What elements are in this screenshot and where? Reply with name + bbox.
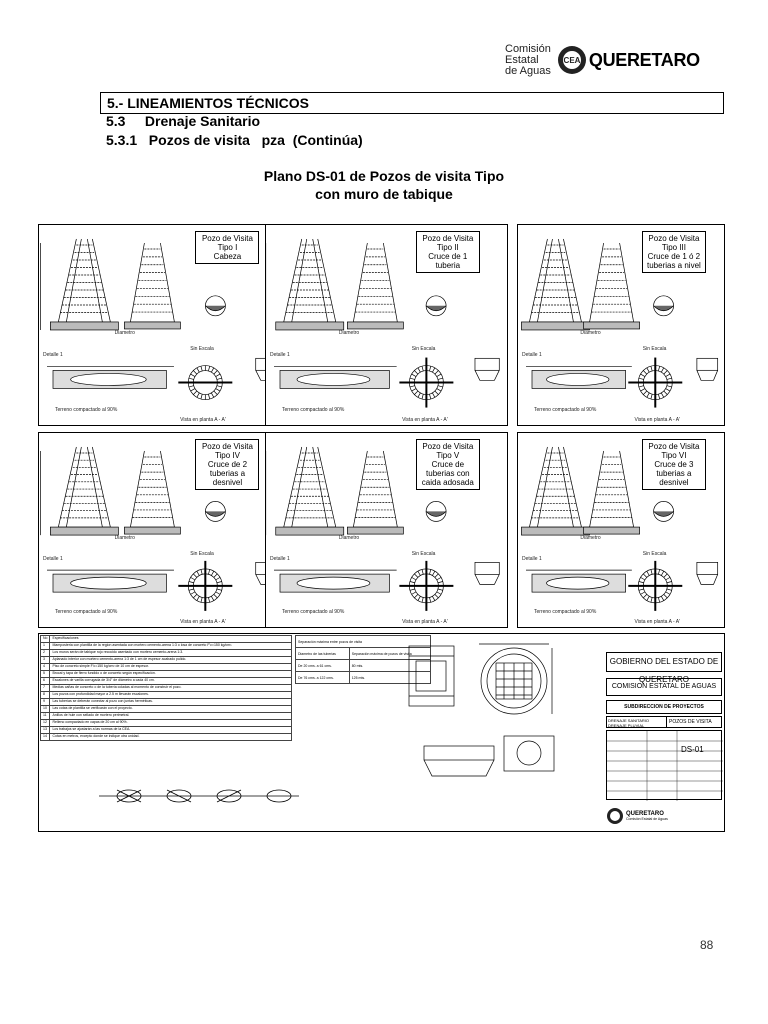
spec-row-number: 5 <box>41 671 50 678</box>
well-panel <box>265 224 508 426</box>
drawing-label: Diametro <box>338 534 360 541</box>
drawing-label: Vista en planta A - A' <box>402 416 448 423</box>
separation-title: Separación máxima entre pozos de visita <box>296 636 431 648</box>
spec-row-text: Los pozos con profundidad mayor a 2.5 m llevarán escalones. <box>50 692 292 699</box>
well-type-title-line: Cruce de 1 ó 2 <box>647 252 701 261</box>
spec-row <box>41 671 292 678</box>
drawing-label: Vista en planta A - A' <box>634 619 681 626</box>
logo-city: QUERETARO <box>588 49 700 70</box>
well-type-title-line: Pozo de Visita <box>201 234 253 243</box>
spec-row-text: Las tuberías se deberán conectar al pozo con juntas herméticas. <box>50 699 292 706</box>
section-title-box <box>100 92 724 114</box>
separation-col1: Diametro de las tuberias <box>296 648 350 660</box>
well-type-title-line: Pozo de Visita <box>648 234 700 243</box>
spec-row <box>41 643 292 650</box>
drawing-label: Detalle 1 <box>270 352 290 359</box>
spec-row <box>41 727 292 734</box>
drawing-label: Diametro <box>580 330 601 337</box>
logo-org-line: de Aguas <box>505 64 551 77</box>
title-system: DRENAJE SANITARIO DRENAJE PLUVIAL <box>607 717 667 727</box>
separation-cell: De 76 cms. a 122 cms. <box>296 672 350 684</box>
spec-row-number: 7 <box>41 685 50 692</box>
well-type-title-line: Cruce de 3 <box>654 460 694 469</box>
well-type-title-line: tuberia <box>435 261 461 270</box>
spec-row-text: Aplanado interior con mortero cemento-arena 1:3 de 1 cm de espesor acabado pulido. <box>50 657 292 664</box>
spec-row <box>41 685 292 692</box>
spec-row-text: Las cotas de plantilla se verificarán con el proyecto. <box>50 706 292 713</box>
spec-row-text: Piso de concreto simple F'c=150 kg/cm² de 10 cm de espesor. <box>50 664 292 671</box>
spec-row <box>41 650 292 657</box>
drawing-label: Sin Escala <box>190 346 214 353</box>
well-type-title-line: caida adosada <box>421 478 474 487</box>
spec-row-text: Cotas en metros, excepto donde se indique otra unidad. <box>50 734 292 741</box>
drawing-label: Detalle 1 <box>522 556 542 563</box>
spec-row <box>41 678 292 685</box>
well-type-title-line: Pozo de Visita <box>648 442 700 451</box>
drawing-label: Detalle 1 <box>43 556 63 563</box>
title-system-row <box>606 716 722 728</box>
spec-row-number: 2 <box>41 650 50 657</box>
spec-row <box>41 720 292 727</box>
separation-cell: 80 mts. <box>349 660 430 672</box>
well-type-title <box>642 439 706 490</box>
drawing-label: Sin Escala <box>190 550 214 557</box>
drawing-label: Vista en planta A - A' <box>180 416 226 423</box>
subsection-pozos: 5.3.1 Pozos de visita pza (Continúa) <box>106 132 363 148</box>
title-logo-city: QUERETARO <box>626 811 664 817</box>
well-panel <box>265 432 508 628</box>
well-type-title-line: Pozo de Visita <box>422 234 474 243</box>
section-title: 5.- LINEAMIENTOS TÉCNICOS <box>107 95 309 111</box>
cea-logo <box>505 40 725 80</box>
well-panel <box>38 224 290 426</box>
spec-row-number: 3 <box>41 657 50 664</box>
spec-row-text: Anillos de hule con sellado de mortero perimetral. <box>50 713 292 720</box>
drawing-label: Vista en planta A - A' <box>634 416 681 423</box>
well-type-title-line: Tipo V <box>436 451 460 460</box>
well-type-title-line: Tipo I <box>217 243 238 252</box>
drawing-label: Diametro <box>338 330 360 337</box>
well-type-title <box>195 439 259 490</box>
title-code: DS-01 <box>681 745 704 754</box>
spec-row <box>41 713 292 720</box>
separation-cell: De 20 cms. a 61 cms. <box>296 660 350 672</box>
well-type-title-line: Pozo de Visita <box>422 442 474 451</box>
well-panel <box>38 432 290 628</box>
title-subdir: SUBDIRECCION DE PROYECTOS <box>606 700 722 714</box>
drawing-label: Sin Escala <box>411 346 436 353</box>
well-panel <box>517 224 725 426</box>
spec-row-text: Medias cañas de concreto o de la tubería coladas al momento de construir el pozo. <box>50 685 292 692</box>
spec-row-text: Relleno compactado en capas de 20 cm al 90%. <box>50 720 292 727</box>
cea-emblem-icon <box>557 45 587 75</box>
spec-row <box>41 706 292 713</box>
spec-row <box>41 657 292 664</box>
well-type-title-line: desnivel <box>212 478 243 487</box>
drawing-label: Sin Escala <box>642 550 667 557</box>
drawing-label: Sin Escala <box>642 346 667 353</box>
spec-row-number: 4 <box>41 664 50 671</box>
well-type-title-line: Tipo IV <box>214 451 240 460</box>
drawing-label: Detalle 1 <box>43 352 63 359</box>
well-type-title <box>416 231 480 273</box>
spec-row <box>41 699 292 706</box>
spec-row-text: Brocal y tapa de fierro fundido o de concreto según especificación. <box>50 671 292 678</box>
well-type-title-line: Pozo de Visita <box>201 442 253 451</box>
drawing-label: Terreno compactado al 90% <box>55 406 118 413</box>
well-type-title-line: Tipo II <box>436 243 459 252</box>
drawing-label: Terreno compactado al 90% <box>534 406 597 413</box>
logo-org-text <box>505 44 551 77</box>
spec-row-number: 11 <box>41 713 50 720</box>
well-type-title-line: tuberias a <box>656 469 692 478</box>
well-type-title <box>195 231 259 264</box>
spec-row-number: 9 <box>41 699 50 706</box>
spec-row-text: Mamposteria con plantilla de la region asentada con mortero cemento-arena 1:3 o losa de concreto F'c=150 kg/cm². <box>50 643 292 650</box>
separation-col2: Separación máxima de pozos de visita <box>349 648 430 660</box>
plan-title-line1: Plano DS-01 de Pozos de visita Tipo <box>263 168 505 184</box>
spec-row-number: 13 <box>41 727 50 734</box>
title-gov: GOBIERNO DEL ESTADO DE QUERETARO <box>606 652 722 672</box>
well-type-title-line: desnivel <box>659 478 689 487</box>
spec-row <box>41 734 292 741</box>
well-type-title-line: Cruce de <box>431 460 465 469</box>
drawing-label: Terreno compactado al 90% <box>55 609 118 616</box>
spec-row-number: 1 <box>41 643 50 650</box>
drawing-label: Detalle 1 <box>522 352 542 359</box>
spec-header: Especificaciones <box>50 636 292 643</box>
drawing-label: Diametro <box>114 534 135 541</box>
logo-org-line: Estatal <box>505 53 539 66</box>
spec-row-number: 10 <box>41 706 50 713</box>
specifications-table <box>40 635 292 741</box>
installation-sketch <box>99 784 299 806</box>
well-type-title-line: Cruce de 1 <box>428 252 468 261</box>
well-panel <box>517 432 725 628</box>
drawing-label: Vista en planta A - A' <box>180 619 226 626</box>
well-type-title <box>642 231 706 273</box>
logo-org-line: Comisión <box>505 42 551 55</box>
title-grid <box>606 730 722 800</box>
well-type-title-line: Cabeza <box>213 252 242 261</box>
drawing-label: Diametro <box>580 534 601 541</box>
title-logo-org: Comisión Estatal de Aguas <box>626 817 668 821</box>
drawing-label: Diametro <box>114 330 135 337</box>
well-type-title-line: Tipo III <box>661 243 686 252</box>
plan-sheet <box>38 633 725 832</box>
drawing-label: Sin Escala <box>411 550 436 557</box>
title-commission: COMISION ESTATAL DE AGUAS <box>606 678 722 696</box>
drawing-label: Terreno compactado al 90% <box>282 406 345 413</box>
well-type-title-line: Cruce de 2 <box>207 460 248 469</box>
title-logo <box>606 802 676 830</box>
title-plano: POZOS DE VISITA <box>669 719 712 725</box>
drawing-label: Detalle 1 <box>270 556 290 563</box>
well-type-title-line: tuberias con <box>426 469 470 478</box>
spec-row-text: Los trabajos se ajustarán a las normas de la CEA. <box>50 727 292 734</box>
svg-text:CEA: CEA <box>563 56 581 65</box>
well-type-title <box>416 439 480 490</box>
spec-row <box>41 664 292 671</box>
spec-row-number: 12 <box>41 720 50 727</box>
drawing-label: Vista en planta A - A' <box>402 619 448 626</box>
page-number: 88 <box>700 938 714 952</box>
spec-row-number: 14 <box>41 734 50 741</box>
spec-header-no: No <box>41 636 50 643</box>
well-type-title-line: Tipo VI <box>661 451 687 460</box>
spec-row-number: 6 <box>41 678 50 685</box>
subsection-drenaje: 5.3 Drenaje Sanitario <box>106 113 261 129</box>
well-type-title-line: tuberias a nivel <box>647 261 701 270</box>
spec-row-number: 8 <box>41 692 50 699</box>
spec-row-text: Los muros serán de tabique rojo recocido asentado con mortero cemento-arena 1:3. <box>50 650 292 657</box>
drawing-label: Terreno compactado al 90% <box>534 609 597 616</box>
drawing-label: Terreno compactado al 90% <box>282 609 345 616</box>
spec-row-text: Escalones de varilla corrugada de 3/4" de diámetro a cada 40 cm. <box>50 678 292 685</box>
brocal-tapa-drawing <box>404 636 559 786</box>
cea-emblem-icon <box>606 807 624 825</box>
well-type-title-line: tuberias a <box>209 469 246 478</box>
spec-row <box>41 692 292 699</box>
plan-title-line2: con muro de tabique <box>315 186 453 202</box>
separation-cell: 125 mts. <box>349 672 430 684</box>
